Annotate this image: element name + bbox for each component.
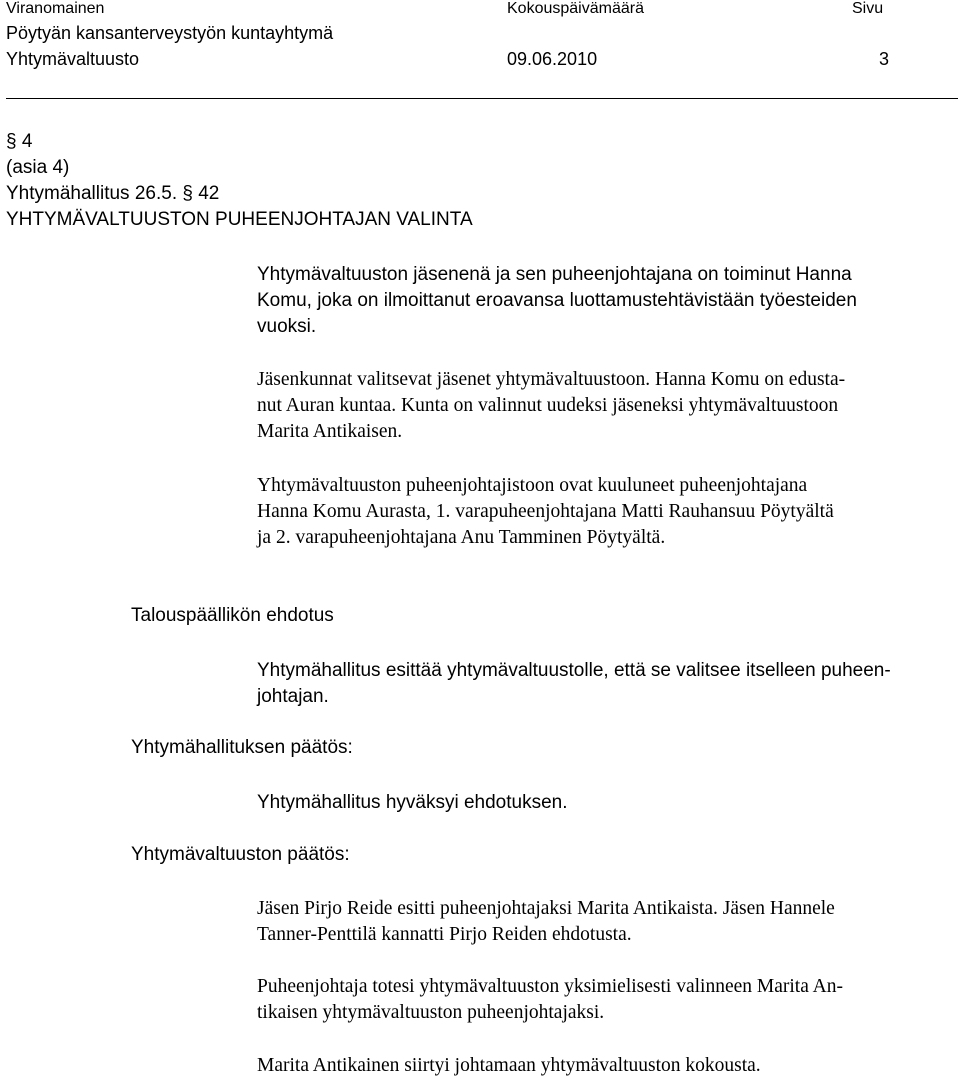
- text-line: Puheenjohtaja totesi yhtymävaltuuston yksimielisesti valinneen Marita An-: [257, 976, 843, 997]
- paragraph-3: [257, 473, 834, 551]
- text-line: Marita Antikainen siirtyi johtamaan yhtymävaltuuston kokousta.: [257, 1055, 761, 1076]
- header-divider: [6, 98, 958, 99]
- section-reference: Yhtymähallitus 26.5. § 42: [6, 183, 220, 204]
- council-decision-label: Yhtymävaltuuston päätös:: [131, 844, 350, 865]
- text-line: Komu, joka on ilmoittanut eroavansa luottamustehtävistään työesteiden: [257, 290, 857, 311]
- page-label: Sivu: [852, 0, 884, 17]
- text-line: Hanna Komu Aurasta, 1. varapuheenjohtajana Matti Rauhansuu Pöytyältä: [257, 501, 834, 522]
- council-decision-p3: [257, 1053, 761, 1079]
- text-line: tikaisen yhtymävaltuuston puheenjohtajaksi.: [257, 1002, 605, 1023]
- paragraph-1: [257, 262, 857, 340]
- text-line: Yhtymävaltuuston jäsenenä ja sen puheenjohtajana on toiminut Hanna: [257, 264, 852, 285]
- meeting-body: Yhtymävaltuusto: [6, 49, 140, 69]
- meeting-date-label: Kokouspäivämäärä: [507, 0, 644, 17]
- text-line: johtajan.: [257, 686, 329, 707]
- meeting-date: 09.06.2010: [507, 49, 598, 69]
- text-line: Tanner-Penttilä kannatti Pirjo Reiden ehdotusta.: [257, 924, 632, 945]
- council-decision-p1: [257, 896, 835, 948]
- board-decision-text: [257, 790, 568, 816]
- text-line: Yhtymähallitus esittää yhtymävaltuustolle, että se valitsee itselleen puheen-: [257, 660, 891, 681]
- paragraph-2: [257, 367, 845, 445]
- text-line: ja 2. varapuheenjohtajana Anu Tamminen Pöytyältä.: [257, 527, 666, 548]
- text-line: Yhtymävaltuuston puheenjohtajistoon ovat kuuluneet puheenjohtajana: [257, 475, 808, 496]
- text-line: vuoksi.: [257, 316, 317, 337]
- authority-label: Viranomainen: [6, 0, 105, 17]
- text-line: Yhtymähallitus hyväksyi ehdotuksen.: [257, 792, 568, 813]
- section-title: YHTYMÄVALTUUSTON PUHEENJOHTAJAN VALINTA: [6, 209, 473, 230]
- text-line: Marita Antikaisen.: [257, 421, 403, 442]
- council-decision-p2: [257, 974, 843, 1026]
- proposal-text: [257, 658, 891, 710]
- section-matter: (asia 4): [6, 157, 70, 178]
- text-line: nut Auran kuntaa. Kunta on valinnut uudeksi jäseneksi yhtymävaltuustoon: [257, 395, 839, 416]
- section-number: § 4: [6, 131, 33, 152]
- proposal-label: Talouspäällikön ehdotus: [131, 605, 334, 626]
- authority-name: Pöytyän kansanterveystyön kuntayhtymä: [6, 23, 334, 43]
- text-line: Jäsen Pirjo Reide esitti puheenjohtajaksi Marita Antikaista. Jäsen Hannele: [257, 898, 835, 919]
- board-decision-label: Yhtymähallituksen päätös:: [131, 737, 353, 758]
- page-number: 3: [879, 49, 890, 69]
- text-line: Jäsenkunnat valitsevat jäsenet yhtymävaltuustoon. Hanna Komu on edusta-: [257, 369, 846, 390]
